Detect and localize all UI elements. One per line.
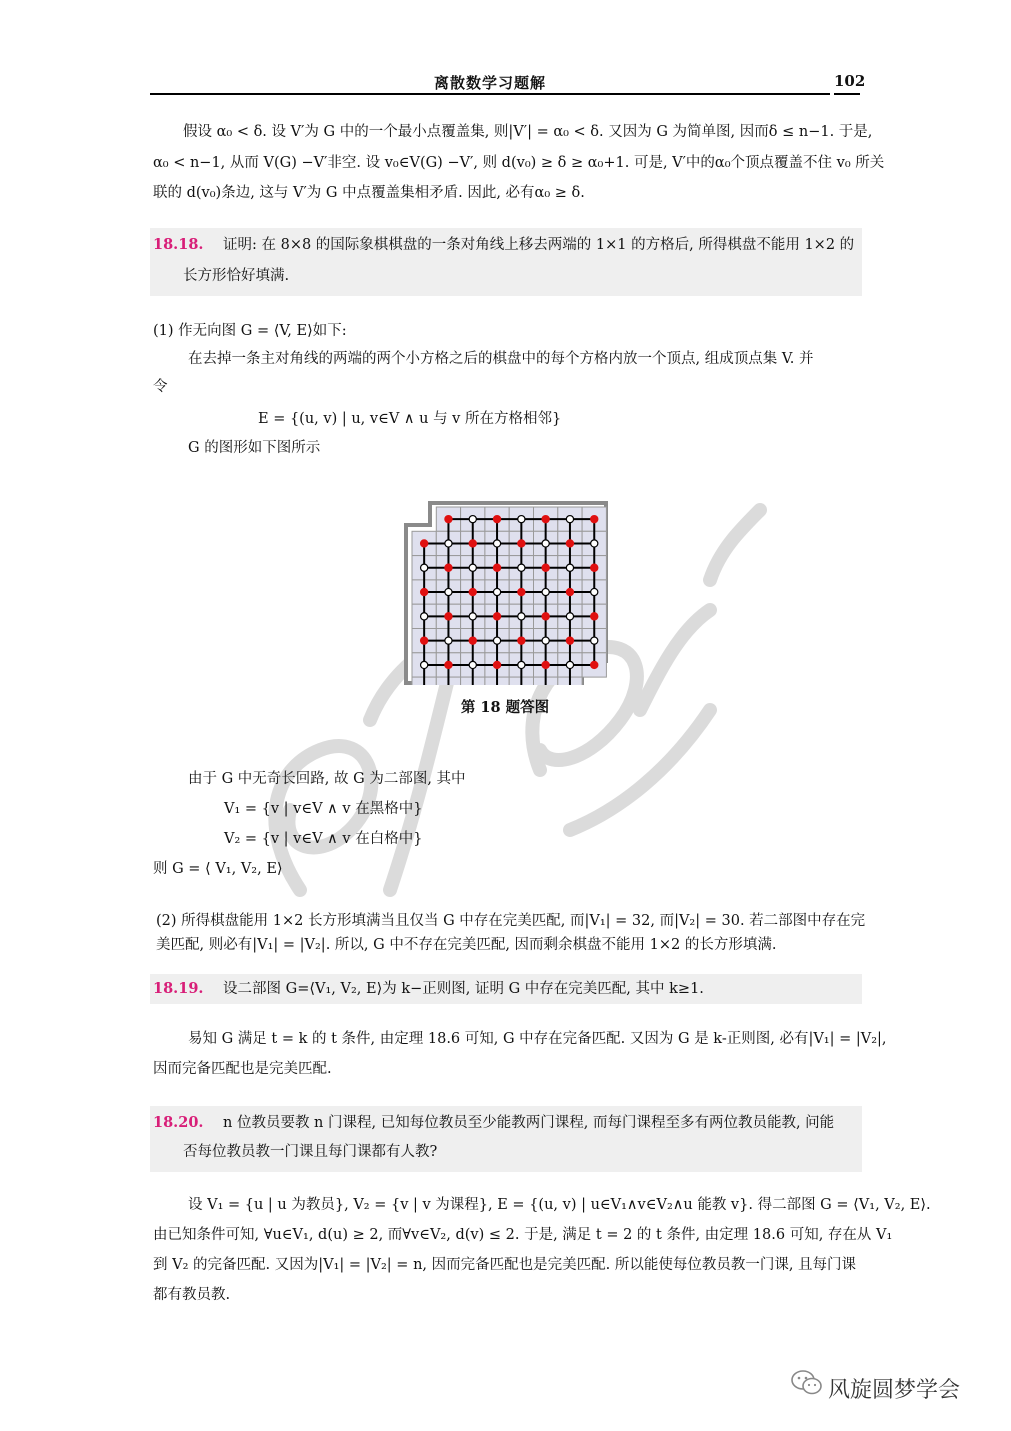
question-text-line-1: 设二部图 G=⟨V₁, V₂, E⟩为 k−正则图, 证明 G 中存在完美匹配, 其中 k≥1. [223,981,704,997]
black-square-vertex [566,637,573,644]
white-square-vertex [591,637,598,644]
white-square-vertex [542,588,549,595]
white-square-vertex [493,588,500,595]
white-square-vertex [566,661,573,668]
black-square-vertex [542,661,549,668]
question-number: 18.20. [153,1114,204,1131]
intro-line-3: 联的 d(v₀)条边, 这与 V′为 G 中点覆盖集相矛盾. 因此, 必有α₀ ≥ δ. [153,185,585,201]
set-v2-definition: V₂ = {v | v∈V ∧ v 在白格中} [224,831,423,847]
answer-part-1: (1) 作无向图 G = ⟨V, E⟩如下: [153,323,347,339]
question-number: 18.18. [153,236,204,253]
black-square-vertex [469,588,476,595]
header-rule [150,93,830,95]
page-number-rule [834,93,860,95]
white-square-vertex [469,516,476,523]
black-square-vertex [542,613,549,620]
white-square-vertex [591,540,598,547]
question-text-line-1: 证明: 在 8×8 的国际象棋棋盘的一条对角线上移去两端的 1×1 的方格后, 所得棋盘不能用 1×2 的 [223,237,855,253]
black-square-vertex [493,661,500,668]
intro-line-1: 假设 α₀ < δ. 设 V′为 G 中的一个最小点覆盖集, 则|V′| = α₀ < δ. 又因为 G 为简单图, 因而δ ≤ n−1. 于是, [183,124,873,140]
white-square-vertex [469,564,476,571]
answer-part-2-line-2: 美匹配, 则必有|V₁| = |V₂|. 所以, G 中不存在完美匹配, 因而剩余棋盘不能用 1×2 的长方形填满. [156,937,777,953]
white-square-vertex [591,588,598,595]
white-square-vertex [469,661,476,668]
black-square-vertex [566,588,573,595]
black-square-vertex [591,516,598,523]
set-v1-definition: V₁ = {v | v∈V ∧ v 在黑格中} [224,801,423,817]
white-square-vertex [493,540,500,547]
answer-20-line-2: 由已知条件可知, ∀u∈V₁, d(u) ≥ 2, 而∀v∈V₂, d(v) ≤ 2. 于是, 满足 t = 2 的 t 条件, 由定理 18.6 可知, 存在从 V₁ [153,1227,893,1243]
answer-19-line-1: 易知 G 满足 t = k 的 t 条件, 由定理 18.6 可知, G 中存在完备匹配. 又因为 G 是 k-正则图, 必有|V₁| = |V₂|, [188,1031,887,1047]
running-header-title: 离散数学习题解 [433,74,546,92]
intro-line-2: α₀ < n−1, 从而 V(G) −V′非空. 设 v₀∈V(G) −V′, 则 d(v₀) ≥ δ ≥ α₀+1. 可是, V′中的α₀个顶点覆盖不住 v₀ 所关 [153,155,885,171]
edge-set-formula: E = {(u, v) | u, v∈V ∧ u 与 v 所在方格相邻} [258,411,562,427]
black-square-vertex [518,540,525,547]
answer-text-line: G 的图形如下图所示 [188,440,321,456]
white-square-vertex [469,613,476,620]
white-square-vertex [445,588,452,595]
wechat-icon [790,1368,824,1398]
black-square-vertex [445,613,452,620]
black-square-vertex [518,588,525,595]
black-square-vertex [542,564,549,571]
white-square-vertex [421,613,428,620]
page-number: 102 [834,72,866,90]
question-18-19-band [150,974,862,1004]
white-square-vertex [518,516,525,523]
white-square-vertex [421,564,428,571]
question-18-18-band [150,228,862,296]
black-square-vertex [542,516,549,523]
question-text-line-2: 否每位教员教一门课且每门课都有人教? [183,1144,438,1160]
board-cells [412,507,606,685]
black-square-vertex [493,613,500,620]
black-square-vertex [421,588,428,595]
black-square-vertex [421,540,428,547]
black-square-vertex [469,637,476,644]
answer-19-line-2: 因而完备匹配也是完美匹配. [153,1061,332,1077]
bipartite-graph-statement: 则 G = ⟨ V₁, V₂, E⟩ [153,861,283,877]
answer-text-line: 令 [153,379,168,395]
answer-20-line-1: 设 V₁ = {u | u 为教员}, V₂ = {v | v 为课程}, E = {(u, v) | u∈V₁∧v∈V₂∧u 能教 v}. 得二部图 G = ⟨V₁, V₂, E⟩. [188,1197,931,1213]
white-square-vertex [421,661,428,668]
white-square-vertex [566,613,573,620]
white-square-vertex [542,540,549,547]
question-text-line-2: 长方形恰好填满. [183,268,290,284]
question-18-20-band [150,1106,862,1172]
white-square-vertex [493,637,500,644]
black-square-vertex [445,661,452,668]
black-square-vertex [591,564,598,571]
black-square-vertex [493,516,500,523]
black-square-vertex [421,637,428,644]
question-text-line-1: n 位教员要教 n 门课程, 已知每位教员至少能教两门课程, 而每门课程至多有两位教员能教, 问能 [223,1115,835,1131]
answer-20-line-4: 都有教员教. [153,1287,231,1303]
black-square-vertex [591,613,598,620]
white-square-vertex [566,516,573,523]
black-square-vertex [518,637,525,644]
answer-text-line: 在去掉一条主对角线的两端的两个小方格之后的棋盘中的每个方格内放一个顶点, 组成顶点集 V. 并 [188,351,814,367]
white-square-vertex [518,613,525,620]
white-square-vertex [518,564,525,571]
answer-text-line: 由于 G 中无奇长回路, 故 G 为二部图, 其中 [188,771,466,787]
black-square-vertex [591,661,598,668]
white-square-vertex [445,637,452,644]
white-square-vertex [445,540,452,547]
white-square-vertex [542,637,549,644]
black-square-vertex [469,540,476,547]
black-square-vertex [445,516,452,523]
black-square-vertex [445,564,452,571]
figure-caption: 第 18 题答图 [460,699,550,716]
white-square-vertex [566,564,573,571]
white-square-vertex [518,661,525,668]
black-square-vertex [493,564,500,571]
footer-account-name: 风旋圆梦学会 [828,1378,961,1403]
chessboard-graph-figure [404,501,608,685]
black-square-vertex [566,540,573,547]
answer-part-2-line-1: (2) 所得棋盘能用 1×2 长方形填满当且仅当 G 中存在完美匹配, 而|V₁| = 32, 而|V₂| = 30. 若二部图中存在完 [156,913,866,929]
answer-20-line-3: 到 V₂ 的完备匹配. 又因为|V₁| = |V₂| = n, 因而完备匹配也是完美匹配. 所以能使每位教员教一门课, 且每门课 [153,1257,857,1273]
question-number: 18.19. [153,980,204,997]
